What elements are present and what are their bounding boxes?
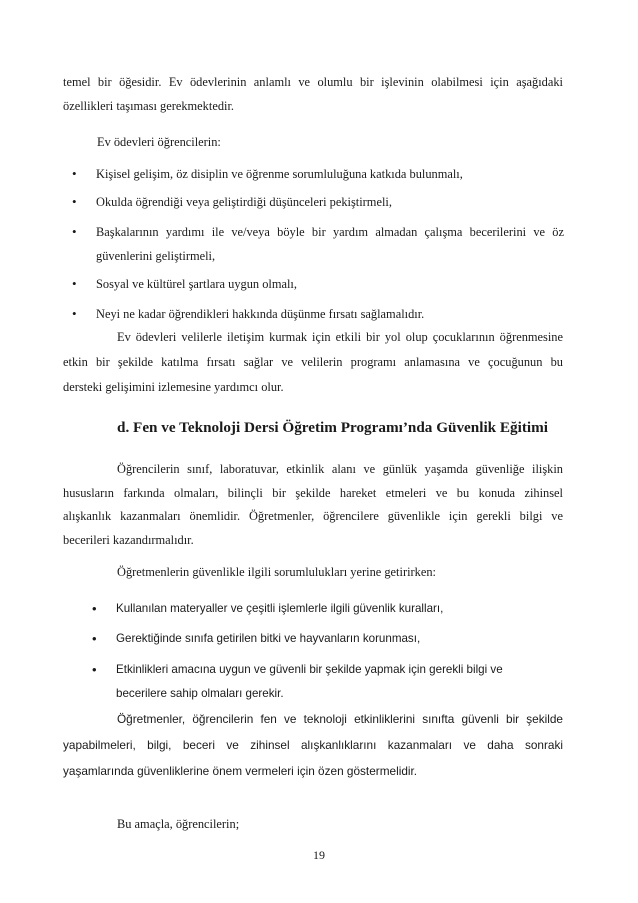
section-heading: d. Fen ve Teknoloji Dersi Öğretim Programı’nda Güvenlik Eğitimi: [117, 419, 549, 436]
paragraph-purpose: [63, 812, 563, 836]
homework-list: [72, 160, 564, 328]
text-line: Öğretmenler, öğrencilerin fen ve teknoloji etkinliklerini sınıfta güvenli bir şekilde: [117, 712, 563, 726]
responsibility-list: [92, 594, 564, 706]
paragraph-teachers-care: [63, 706, 563, 784]
list-item: • Kişisel gelişim, öz disiplin ve öğrenme sorumluluğuna katkıda bulunmalı,: [72, 160, 564, 188]
list-item: • Kullanılan materyaller ve çeşitli işlemlerle ilgili güvenlik kuralları,: [92, 594, 564, 624]
text-line: yaşamlarında güvenliklerine önem vermeleri için özen göstermelidir.: [63, 764, 418, 778]
paragraph-homework-features: [63, 70, 563, 118]
text-line: hususların farkında olmaları, bilinçli bir şekilde hareket etmeleri ve bu konuda zihinsel: [63, 485, 563, 500]
text-line: Öğretmenlerin güvenlikle ilgili sorumlulukları yerine getirirken:: [117, 565, 436, 579]
text-line: temel bir öğesidir. Ev ödevlerinin anlamlı ve olumlu bir işlevinin olabilmesi için aşağıdaki: [63, 75, 563, 89]
list-item: • Neyi ne kadar öğrendikleri hakkında düşünme fırsatı sağlamalıdır.: [72, 300, 564, 328]
text-line: yapabilmeleri, bilgi, beceri ve zihinsel alışkanlıklarını kazanmaları ve daha sonraki: [63, 738, 563, 752]
list-item: • Gerektiğinde sınıfa getirilen bitki ve hayvanların korunması,: [92, 624, 564, 654]
text-line: etkin bir şekilde katılma fırsatı sağlar ve velilerin programı anlamasına ve çocuğunun bu: [63, 355, 563, 369]
text-line: Öğrencilerin sınıf, laboratuvar, etkinlik alanı ve günlük yaşamda güvenliğe ilişkin: [117, 462, 563, 476]
text-line: Ev ödevleri öğrencilerin:: [97, 135, 221, 149]
page-number: 19: [313, 848, 325, 862]
text-line: becerileri kazandırmalıdır.: [63, 532, 194, 547]
text-line: Ev ödevleri velilerle iletişim kurmak için etkili bir yol olup çocuklarının öğrenmesine: [117, 330, 563, 344]
list-item: • Başkalarının yardımı ile ve/veya böyle bir yardım almadan çalışma becerilerini ve öz güvenlerini geliştirmeli,: [72, 220, 564, 268]
paragraph-safety-awareness: [63, 458, 563, 552]
list-item: • Sosyal ve kültürel şartlara uygun olmalı,: [72, 270, 564, 298]
list-item: • Etkinlikleri amacına uygun ve güvenli bir şekilde yapmak için gerekli bilgi ve becerilere sahip olmaları gerekir.: [92, 658, 564, 706]
paragraph-intro: [97, 130, 597, 154]
text-line: Bu amaçla, öğrencilerin;: [117, 817, 240, 831]
paragraph-teacher-responsibilities: [63, 560, 563, 584]
text-line: özellikleri taşıması gerekmektedir.: [63, 99, 234, 113]
paragraph-parents: [63, 326, 563, 399]
list-item: • Okulda öğrendiği veya geliştirdiği düşünceleri pekiştirmeli,: [72, 188, 564, 216]
text-line: dersteki gelişimini izlemesine yardımcı olur.: [63, 380, 284, 394]
text-line: alışkanlık kazanmaları önemlidir. Öğretmenler, öğrencilere güvenlikle için gerekli bilgi ve: [63, 509, 563, 523]
